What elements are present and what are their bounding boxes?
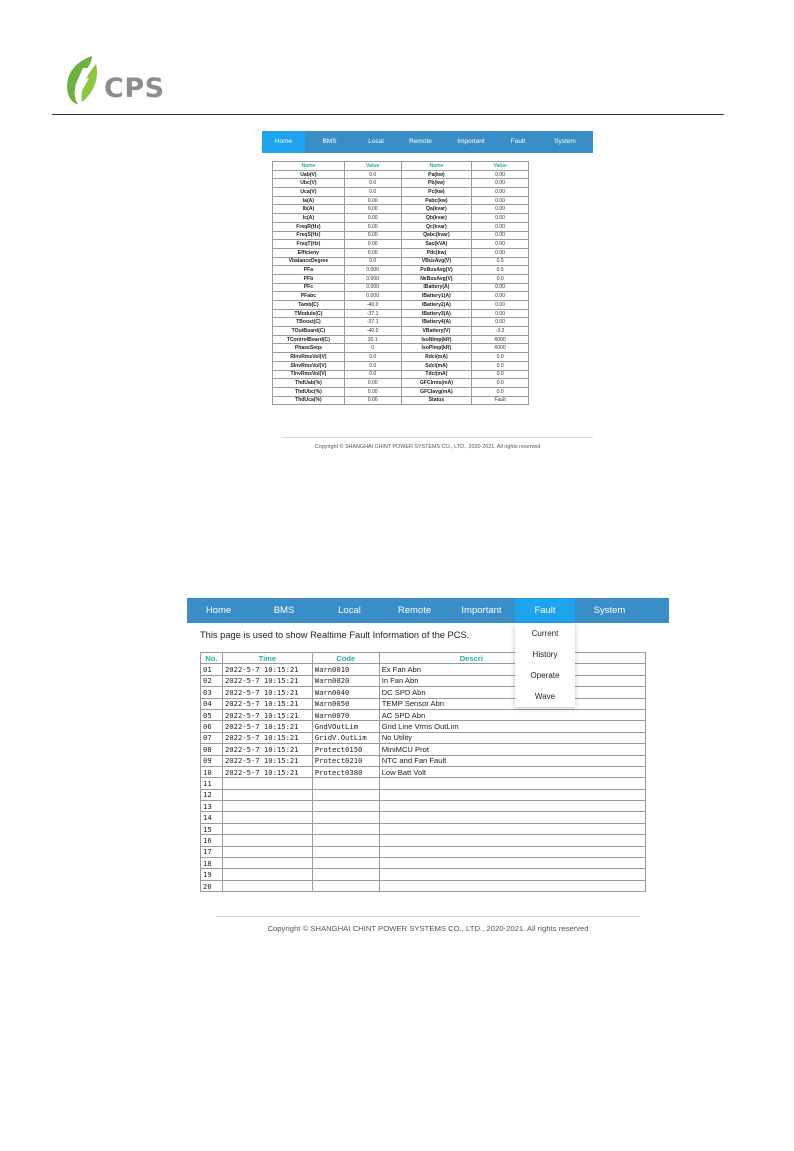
table-row (201, 778, 646, 789)
fault-time: 2022-5-7 10:15:21 (222, 732, 312, 743)
footer-divider (282, 437, 593, 438)
param-name: Ia(A) (273, 196, 345, 205)
param-value: 0.00 (344, 387, 401, 396)
fault-no: 16 (201, 835, 223, 846)
realtime-table (272, 161, 529, 405)
param-value: 0.0 (344, 179, 401, 188)
fault-description: MiniMCU Prot (379, 744, 645, 755)
fault-code: Warn0040 (312, 687, 379, 698)
fault-code: Protect0150 (312, 744, 379, 755)
param-value: 0.00 (344, 396, 401, 405)
fault-description (379, 812, 645, 823)
param-value: 0.00 (472, 196, 529, 205)
fault-code: Warn0010 (312, 664, 379, 675)
fault-no: 06 (201, 721, 223, 732)
param-value: 0.5 (472, 257, 529, 266)
fault-code: Protect0210 (312, 755, 379, 766)
param-value: 0.00 (472, 240, 529, 249)
nav-remote[interactable]: Remote (397, 605, 432, 616)
param-value: 0.000 (344, 283, 401, 292)
param-name: PFb (273, 274, 345, 283)
fault-description: Ex Fan Abn (379, 664, 645, 675)
table-row (273, 274, 529, 283)
fault-time: 2022-5-7 10:15:21 (222, 664, 312, 675)
fault-code (312, 778, 379, 789)
fault-no: 04 (201, 698, 223, 709)
fault-no: 11 (201, 778, 223, 789)
param-name: PoBusAvg(V) (401, 266, 472, 275)
param-value: 0.00 (472, 309, 529, 318)
table-row (273, 231, 529, 240)
table-row (273, 396, 529, 405)
fault-time (222, 846, 312, 857)
param-value: -40.0 (344, 327, 401, 336)
param-name: PFabc (273, 292, 345, 301)
fault-table (200, 652, 646, 892)
fault-code: Warn0070 (312, 709, 379, 720)
table-row (273, 335, 529, 344)
menu-item-history[interactable]: History (532, 650, 558, 659)
param-value: -37.1 (344, 318, 401, 327)
param-name: Ubc(V) (273, 179, 345, 188)
param-name: ThdUbc(%) (273, 387, 345, 396)
fault-code (312, 835, 379, 846)
table-row (273, 196, 529, 205)
table-row (273, 387, 529, 396)
param-value: 0.00 (472, 179, 529, 188)
fault-no: 15 (201, 823, 223, 834)
fault-no: 17 (201, 846, 223, 857)
param-value: 6000 (472, 335, 529, 344)
fault-dropdown-menu (515, 623, 575, 707)
table-row (201, 721, 646, 732)
logo-wordmark: CPS (104, 73, 165, 104)
fault-description: TEMP Sensor Abn (379, 698, 645, 709)
fault-code (312, 880, 379, 891)
nav-remote[interactable]: Remote (409, 138, 432, 145)
table-row (201, 755, 646, 766)
col-value-2: Value (472, 162, 529, 171)
param-name: IBattery(A) (401, 283, 472, 292)
nav-system[interactable]: System (593, 605, 626, 616)
param-name: Uca(V) (273, 188, 345, 197)
fault-description: DC SPD Abn (379, 687, 645, 698)
param-name: TBoost(C) (273, 318, 345, 327)
table-row (273, 266, 529, 275)
table-row (201, 766, 646, 777)
param-value: 0 (344, 344, 401, 353)
fault-code: GridV.OutLim (312, 732, 379, 743)
fault-time (222, 778, 312, 789)
fault-no: 14 (201, 812, 223, 823)
param-name: FreqS(Hz) (273, 231, 345, 240)
param-name: PhaseSeqs (273, 344, 345, 353)
col-name-2: Name (401, 162, 472, 171)
param-name: Sac(kVA) (401, 240, 472, 249)
param-value: 0.00 (344, 205, 401, 214)
table-row (201, 664, 646, 675)
param-name: RInvRmsVol(V) (273, 353, 345, 362)
col-no: No. (201, 653, 223, 664)
param-name: Efficieny (273, 248, 345, 257)
table-row (273, 327, 529, 336)
table-row (201, 880, 646, 891)
param-value: 0.0 (472, 274, 529, 283)
table-row (273, 292, 529, 301)
fault-description (379, 880, 645, 891)
param-name: Rdci(mA) (401, 353, 472, 362)
fault-time (222, 835, 312, 846)
fault-time (222, 789, 312, 800)
param-value: 0.5 (472, 266, 529, 275)
fault-no: 13 (201, 801, 223, 812)
fault-description (379, 858, 645, 869)
param-name: IBattery1(A) (401, 292, 472, 301)
param-value: 0.00 (472, 231, 529, 240)
param-name: ThdUab(%) (273, 379, 345, 388)
table-row (273, 353, 529, 362)
fault-code (312, 846, 379, 857)
param-name: FreqT(Hz) (273, 240, 345, 249)
param-value: 0.0 (344, 370, 401, 379)
fault-no: 19 (201, 869, 223, 880)
table-row (201, 744, 646, 755)
param-name: IsoPImp(kR) (401, 344, 472, 353)
fault-time (222, 880, 312, 891)
fault-no: 08 (201, 744, 223, 755)
param-value: 0.0 (344, 257, 401, 266)
fault-code: Warn0020 (312, 675, 379, 686)
param-name: FreqR(Hz) (273, 222, 345, 231)
param-name: Qc(kvar) (401, 222, 472, 231)
top-nav (262, 131, 593, 153)
fault-no: 18 (201, 858, 223, 869)
param-name: TInvRmsVol(V) (273, 370, 345, 379)
fault-description (379, 789, 645, 800)
param-name: Pc(kw) (401, 188, 472, 197)
param-value: 0.00 (472, 292, 529, 301)
param-value: 30.1 (344, 335, 401, 344)
param-name: TOutBoard(C) (273, 327, 345, 336)
table-row (201, 698, 646, 709)
fault-time: 2022-5-7 10:15:21 (222, 687, 312, 698)
param-value: 0.00 (344, 214, 401, 223)
fault-description (379, 869, 645, 880)
fault-code (312, 812, 379, 823)
param-name: PFc (273, 283, 345, 292)
param-value: 0.00 (344, 231, 401, 240)
table-row (273, 222, 529, 231)
param-name: ThdUca(%) (273, 396, 345, 405)
param-value: 0.00 (344, 196, 401, 205)
col-value-1: Value (344, 162, 401, 171)
param-name: Pabc(kw) (401, 196, 472, 205)
fault-code: Warn0050 (312, 698, 379, 709)
fault-code (312, 801, 379, 812)
table-row (273, 257, 529, 266)
fault-code (312, 858, 379, 869)
fault-time: 2022-5-7 10:15:21 (222, 755, 312, 766)
param-value: -40.0 (344, 301, 401, 310)
copyright-footer: Copyright © SHANGHAI CHINT POWER SYSTEMS CO., LTD., 2020-2021. All rights reserved (314, 444, 541, 450)
fault-time (222, 858, 312, 869)
fault-screenshot (187, 598, 669, 938)
param-value: 0.0 (472, 361, 529, 370)
col-description: Descri (379, 653, 645, 664)
param-name: SInvRmsVol(V) (273, 361, 345, 370)
table-row (273, 309, 529, 318)
nav-local[interactable]: Local (338, 605, 361, 616)
table-row (273, 248, 529, 257)
page-intro: This page is used to show Realtime Fault Information of the PCS. (200, 630, 470, 640)
fault-description (379, 823, 645, 834)
param-name: GFCIavg(mA) (401, 387, 472, 396)
param-value: Fault (472, 396, 529, 405)
fault-description (379, 778, 645, 789)
param-value: 0.00 (344, 240, 401, 249)
param-value: 6000 (472, 344, 529, 353)
table-row (273, 240, 529, 249)
param-name: Tdci(mA) (401, 370, 472, 379)
fault-no: 01 (201, 664, 223, 675)
fault-time (222, 801, 312, 812)
fault-time: 2022-5-7 10:15:21 (222, 721, 312, 732)
param-value: 0.00 (344, 222, 401, 231)
table-row (273, 188, 529, 197)
nav-local[interactable]: Local (368, 138, 384, 145)
nav-fault[interactable]: Fault (510, 138, 526, 145)
param-value: 0.00 (472, 301, 529, 310)
fault-no: 12 (201, 789, 223, 800)
fault-description (379, 835, 645, 846)
table-row (201, 801, 646, 812)
table-row (201, 869, 646, 880)
param-value: 0.00 (344, 248, 401, 257)
param-value: -3.2 (472, 327, 529, 336)
param-name: VBattery(V) (401, 327, 472, 336)
fault-no: 09 (201, 755, 223, 766)
fault-time: 2022-5-7 10:15:21 (222, 709, 312, 720)
nav-bms[interactable]: BMS (273, 605, 295, 616)
param-value: 0.00 (344, 379, 401, 388)
param-name: GFCIrms(mA) (401, 379, 472, 388)
param-name: Uab(V) (273, 170, 345, 179)
param-name: Ic(A) (273, 214, 345, 223)
table-row (201, 732, 646, 743)
param-name: IBattery2(A) (401, 301, 472, 310)
param-name: IBattery4(A) (401, 318, 472, 327)
table-row (201, 709, 646, 720)
param-name: VbalanceDegree (273, 257, 345, 266)
param-value: 0.0 (472, 353, 529, 362)
table-row (273, 318, 529, 327)
col-time: Time (222, 653, 312, 664)
table-row (273, 344, 529, 353)
table-row (273, 205, 529, 214)
table-row (273, 361, 529, 370)
param-name: NeBusAvg(V) (401, 274, 472, 283)
param-value: 0.000 (344, 274, 401, 283)
nav-home[interactable]: Home (205, 605, 232, 616)
col-name-1: Name (273, 162, 345, 171)
param-value: 0.0 (472, 379, 529, 388)
param-name: Pb(kw) (401, 179, 472, 188)
fault-code (312, 823, 379, 834)
param-name: Pdc(kw) (401, 248, 472, 257)
param-value: 0.0 (344, 188, 401, 197)
fault-no: 20 (201, 880, 223, 891)
fault-no: 07 (201, 732, 223, 743)
nav-home[interactable]: Home (262, 131, 305, 153)
table-row (201, 675, 646, 686)
param-value: 0.00 (472, 318, 529, 327)
nav-important[interactable]: Important (457, 138, 485, 145)
param-value: 0.00 (472, 248, 529, 257)
table-row (273, 379, 529, 388)
param-name: PFa (273, 266, 345, 275)
param-value: 0.00 (472, 222, 529, 231)
param-name: Status (401, 396, 472, 405)
fault-no: 02 (201, 675, 223, 686)
fault-time (222, 869, 312, 880)
table-row (273, 214, 529, 223)
param-value: 0.00 (472, 283, 529, 292)
param-name: IsoNImp(kR) (401, 335, 472, 344)
param-name: Pa(kw) (401, 170, 472, 179)
fault-no: 10 (201, 766, 223, 777)
fault-description (379, 801, 645, 812)
footer-divider (216, 916, 640, 917)
param-name: Sdci(mA) (401, 361, 472, 370)
nav-bms[interactable]: BMS (322, 138, 337, 145)
fault-time: 2022-5-7 10:15:21 (222, 744, 312, 755)
param-name: TModule(C) (273, 309, 345, 318)
param-name: Qabc(kvar) (401, 231, 472, 240)
fault-time: 2022-5-7 10:15:21 (222, 698, 312, 709)
param-value: 0.00 (472, 214, 529, 223)
table-header-row (201, 653, 646, 664)
fault-time: 2022-5-7 10:15:21 (222, 766, 312, 777)
copyright-footer: Copyright © SHANGHAI CHINT POWER SYSTEMS CO., LTD., 2020-2021. All rights reserved (267, 924, 589, 933)
top-nav (187, 598, 669, 623)
param-name: VBusAvg(V) (401, 257, 472, 266)
param-value: 0.0 (344, 361, 401, 370)
table-row (201, 823, 646, 834)
leaf-bolt-icon (62, 54, 104, 106)
fault-description: Low Batt Volt (379, 766, 645, 777)
document-header (52, 54, 724, 116)
param-name: Qa(kvar) (401, 205, 472, 214)
table-row (273, 301, 529, 310)
param-name: TControlBoard(C) (273, 335, 345, 344)
cps-logo (62, 54, 202, 106)
param-value: 0.0 (344, 353, 401, 362)
fault-no: 05 (201, 709, 223, 720)
fault-no: 03 (201, 687, 223, 698)
table-row (273, 170, 529, 179)
param-value: 0.00 (472, 205, 529, 214)
table-row (273, 370, 529, 379)
table-row (273, 179, 529, 188)
table-row (273, 283, 529, 292)
fault-time (222, 823, 312, 834)
fault-description: AC SPD Abn (379, 709, 645, 720)
nav-important[interactable]: Important (461, 605, 502, 616)
menu-item-operate[interactable]: Operate (530, 671, 560, 680)
param-name: Ib(A) (273, 205, 345, 214)
fault-code (312, 789, 379, 800)
table-row (201, 812, 646, 823)
fault-code: GndVOutLim (312, 721, 379, 732)
param-name: IBattery3(A) (401, 309, 472, 318)
param-value: 0.0 (344, 170, 401, 179)
table-header-row (273, 162, 529, 171)
param-value: 0.000 (344, 266, 401, 275)
fault-description: In Fan Abn (379, 675, 645, 686)
nav-system[interactable]: System (554, 138, 576, 145)
fault-code (312, 869, 379, 880)
fault-description (379, 846, 645, 857)
fault-description: Grid Line Vrms OutLim (379, 721, 645, 732)
fault-description: No Utility (379, 732, 645, 743)
table-row (201, 858, 646, 869)
menu-item-wave[interactable]: Wave (534, 692, 556, 701)
menu-item-current[interactable]: Current (531, 629, 559, 638)
fault-code: Protect0380 (312, 766, 379, 777)
table-row (201, 846, 646, 857)
table-row (201, 835, 646, 846)
fault-time (222, 812, 312, 823)
param-value: 0.00 (472, 188, 529, 197)
table-row (201, 789, 646, 800)
param-value: -37.1 (344, 309, 401, 318)
param-value: 0.0 (472, 387, 529, 396)
header-rule (52, 114, 724, 115)
nav-fault[interactable]: Fault (515, 598, 575, 623)
param-name: Tamb(C) (273, 301, 345, 310)
fault-time: 2022-5-7 10:15:21 (222, 675, 312, 686)
param-value: 0.000 (344, 292, 401, 301)
fault-description: NTC and Fan Fault (379, 755, 645, 766)
table-row (201, 687, 646, 698)
param-name: Qb(kvar) (401, 214, 472, 223)
home-screenshot (262, 131, 593, 453)
param-value: 0.00 (472, 170, 529, 179)
col-code: Code (312, 653, 379, 664)
param-value: 0.0 (472, 370, 529, 379)
